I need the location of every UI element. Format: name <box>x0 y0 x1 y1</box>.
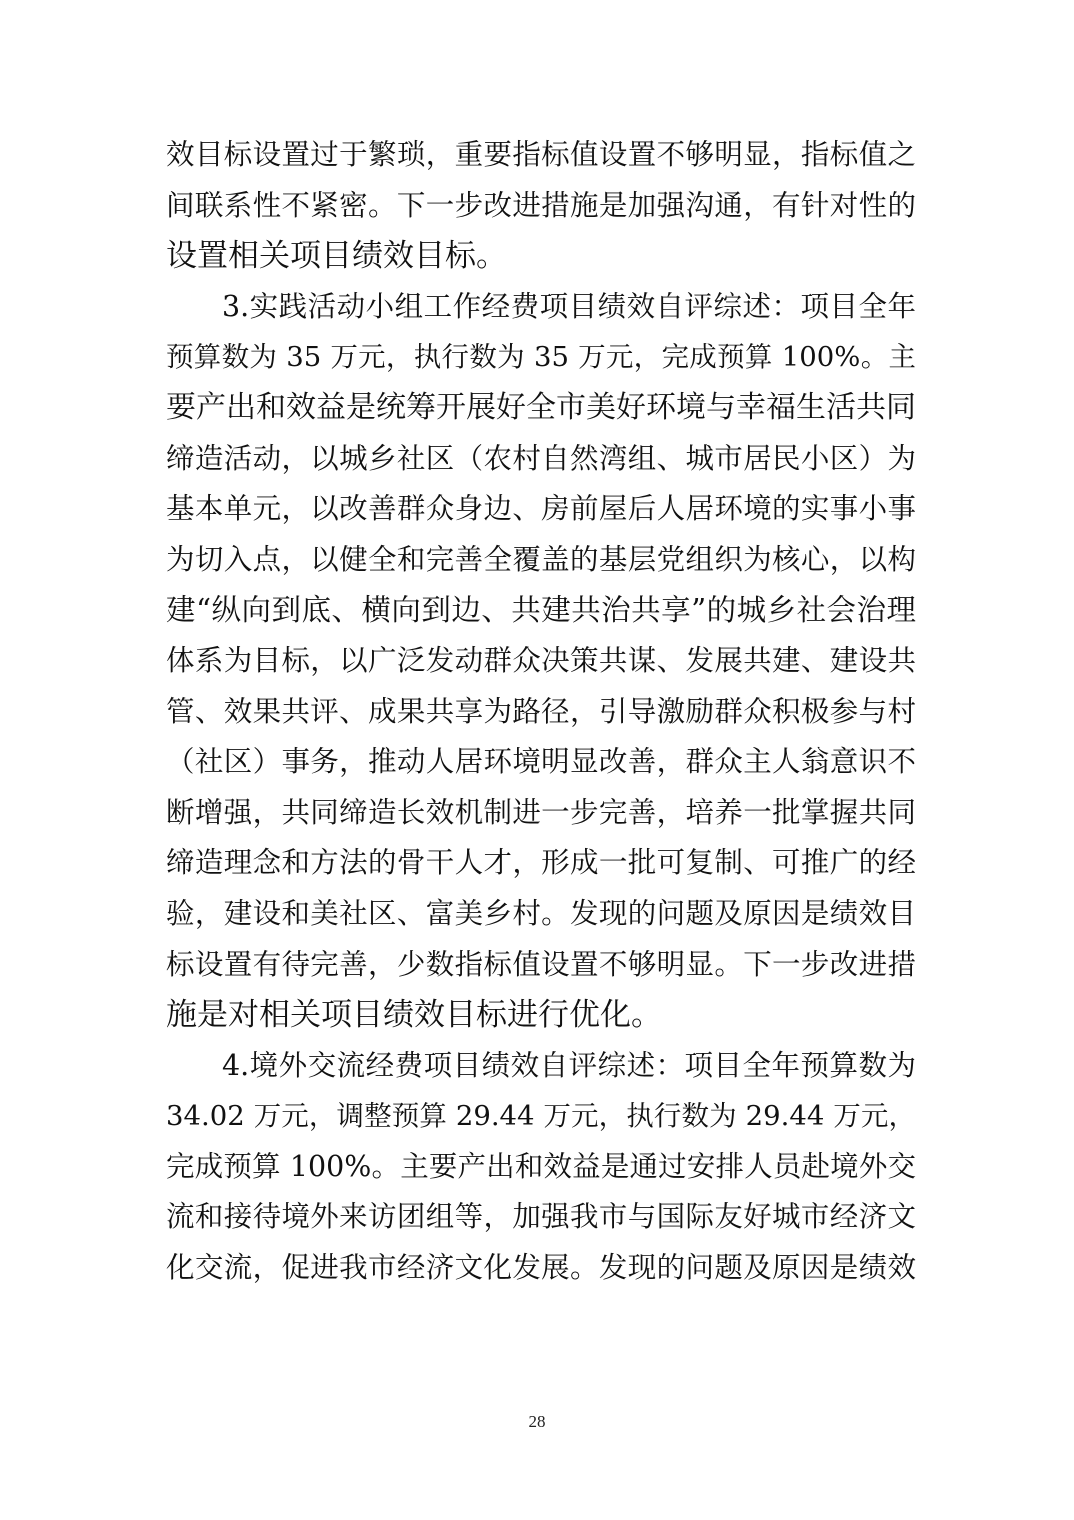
text-line: 施是对相关项目绩效目标进行优化。 <box>166 997 662 1034</box>
text-line: 34.02 万元，调整预算 29.44 万元，执行数为 29.44 万元， <box>166 1100 916 1133</box>
text-line: 完成预算 100%。主要产出和效益是通过安排人员赴境外交 <box>166 1149 916 1183</box>
paragraph-heading-line: 4.境外交流经费项目绩效自评综述：项目全年预算数为 <box>222 1048 916 1082</box>
text-line: 缔造理念和方法的骨干人才，形成一批可复制、可推广的经 <box>166 846 916 880</box>
text-line: 化交流，促进我市经济文化发展。发现的问题及原因是绩效 <box>166 1251 916 1285</box>
body-text <box>166 130 916 1294</box>
text-line: 间联系性不紧密。下一步改进措施是加强沟通，有针对性的 <box>166 188 916 222</box>
text-line: 要产出和效益是统筹开展好全市美好环境与幸福生活共同 <box>166 389 916 425</box>
text-line: 标设置有待完善，少数指标值设置不够明显。下一步改进措 <box>166 947 916 981</box>
text-line: 设置相关项目绩效目标。 <box>166 238 507 275</box>
text-line: 为切入点，以健全和完善全覆盖的基层党组织为核心，以构 <box>166 542 916 576</box>
text-line: 效目标设置过于繁琐，重要指标值设置不够明显，指标值之 <box>166 138 916 171</box>
text-line: 建“纵向到底、横向到边、共建共治共享”的城乡社会治理 <box>166 593 916 628</box>
text-line: 断增强，共同缔造长效机制进一步完善，培养一批掌握共同 <box>166 795 916 829</box>
text-line: 缔造活动，以城乡社区（农村自然湾组、城市居民小区）为 <box>166 441 916 475</box>
text-line: 预算数为 35 万元，执行数为 35 万元，完成预算 100%。主 <box>166 341 916 374</box>
text-line: 体系为目标，以广泛发动群众决策共谋、发展共建、建设共 <box>166 643 916 677</box>
text-line: 流和接待境外来访团组等，加强我市与国际友好城市经济文 <box>166 1200 916 1234</box>
text-line: 基本单元，以改善群众身边、房前屋后人居环境的实事小事 <box>166 492 916 526</box>
page-number: 28 <box>528 1412 546 1431</box>
text-line: 管、效果共评、成果共享为路径，引导激励群众积极参与村 <box>166 694 916 728</box>
text-line: 验，建设和美社区、富美乡村。发现的问题及原因是绩效目 <box>166 896 916 930</box>
text-line: （社区）事务，推动人居环境明显改善，群众主人翁意识不 <box>166 745 916 779</box>
paragraph-heading-line: 3.实践活动小组工作经费项目绩效自评综述：项目全年 <box>222 289 916 323</box>
